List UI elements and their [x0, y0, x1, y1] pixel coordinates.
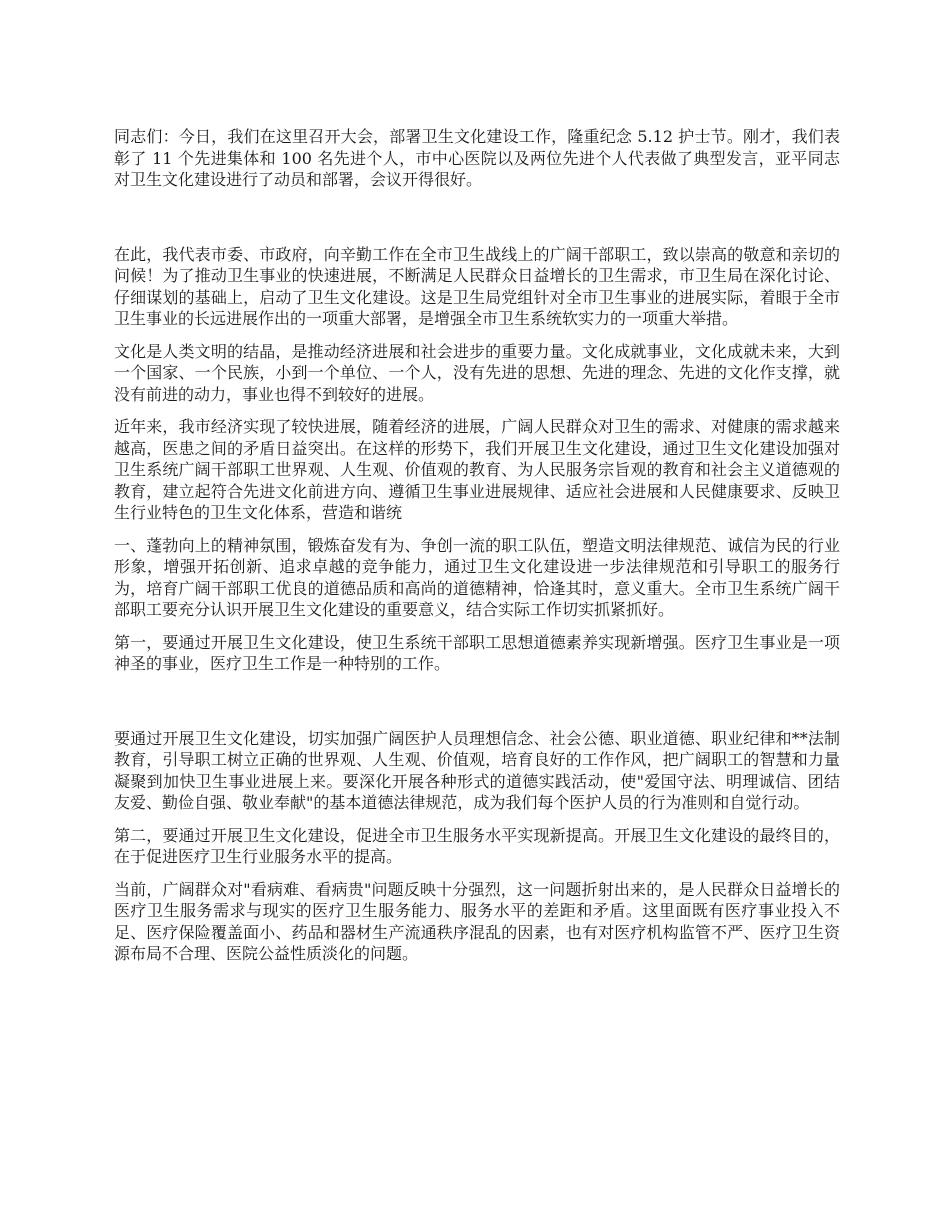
paragraph-current-issues: 当前，广阔群众对"看病难、看病贵"问题反映十分强烈，这一问题折射出来的，是人民群众日益增长的医疗卫生服务需求与现实的医疗卫生服务能力、服务水平的差距和矛盾。这里面既有医疗事业投入不足、医疗保险覆盖面小、药品和器材生产流通秩序混乱的因素，也有对医疗机构监管不严、医疗卫生资源布局不合理、医院公益性质淡化的问题。	[114, 879, 840, 963]
paragraph-greeting: 在此，我代表市委、市政府，向辛勤工作在全市卫生战线上的广阔干部职工，致以崇高的敬意和亲切的问候！为了推动卫生事业的快速进展，不断满足人民群众日益增长的卫生需求，市卫生局在深化讨论、仔细谋划的基础上，启动了卫生文化建设。这是卫生局党组针对全市卫生事业的进展实际，着眼于全市卫生事业的长远进展作出的一项重大部署，是增强全市卫生系统软实力的一项重大举措。	[114, 244, 840, 328]
paragraph-second-point: 第二，要通过开展卫生文化建设，促进全市卫生服务水平实现新提高。开展卫生文化建设的最终目的，在于促进医疗卫生行业服务水平的提高。	[114, 825, 840, 866]
paragraph-first-point: 第一，要通过开展卫生文化建设，使卫生系统干部职工思想道德素养实现新增强。医疗卫生事业是一项神圣的事业，医疗卫生工作是一种特别的工作。	[114, 632, 840, 673]
paragraph-recent-years: 近年来，我市经济实现了较快进展，随着经济的进展，广阔人民群众对卫生的需求、对健康的需求越来越高，医患之间的矛盾日益突出。在这样的形势下，我们开展卫生文化建设，通过卫生文化建设加强对卫生系统广阔干部职工世界观、人生观、价值观的教育、为人民服务宗旨观的教育和社会主义道德观的教育，建立起符合先进文化前进方向、遵循卫生事业进展规律、适应社会进展和人民健康要求、反映卫生行业特色的卫生文化体系，营造和谐统	[114, 417, 840, 522]
paragraph-culture: 文化是人类文明的结晶，是推动经济进展和社会进步的重要力量。文化成就事业，文化成就未来，大到一个国家、一个民族，小到一个单位、一个人，没有先进的思想、先进的理念、先进的文化作支撑，就没有前进的动力，事业也得不到较好的进展。	[114, 341, 840, 404]
paragraph-atmosphere: 一、蓬勃向上的精神氛围，锻炼奋发有为、争创一流的职工队伍，塑造文明法律规范、诚信为民的行业形象，增强开拓创新、追求卓越的竞争能力，通过卫生文化建设进一步法律规范和引导职工的服务行为，培育广阔干部职工优良的道德品质和高尚的道德精神，恰逢其时，意义重大。全市卫生系统广阔干部职工要充分认识开展卫生文化建设的重要意义，结合实际工作切实抓紧抓好。	[114, 535, 840, 619]
document-page	[114, 126, 840, 976]
paragraph-moral-education: 要通过开展卫生文化建设，切实加强广阔医护人员理想信念、社会公德、职业道德、职业纪律和**法制教育，引导职工树立正确的世界观、人生观、价值观，培育良好的工作作风，把广阔职工的智慧和力量凝聚到加快卫生事业进展上来。要深化开展各种形式的道德实践活动，使"爱国守法、明理诚信、团结友爱、勤俭自强、敬业奉献"的基本道德法律规范，成为我们每个医护人员的行为准则和自觉行动。	[114, 728, 840, 812]
paragraph-opening: 同志们：今日，我们在这里召开大会，部署卫生文化建设工作，隆重纪念 5.12 护士节。刚才，我们表彰了 11 个先进集体和 100 名先进个人，市中心医院以及两位先进个人代表做了典型发言，亚平同志对卫生文化建设进行了动员和部署，会议开得很好。	[114, 127, 840, 189]
